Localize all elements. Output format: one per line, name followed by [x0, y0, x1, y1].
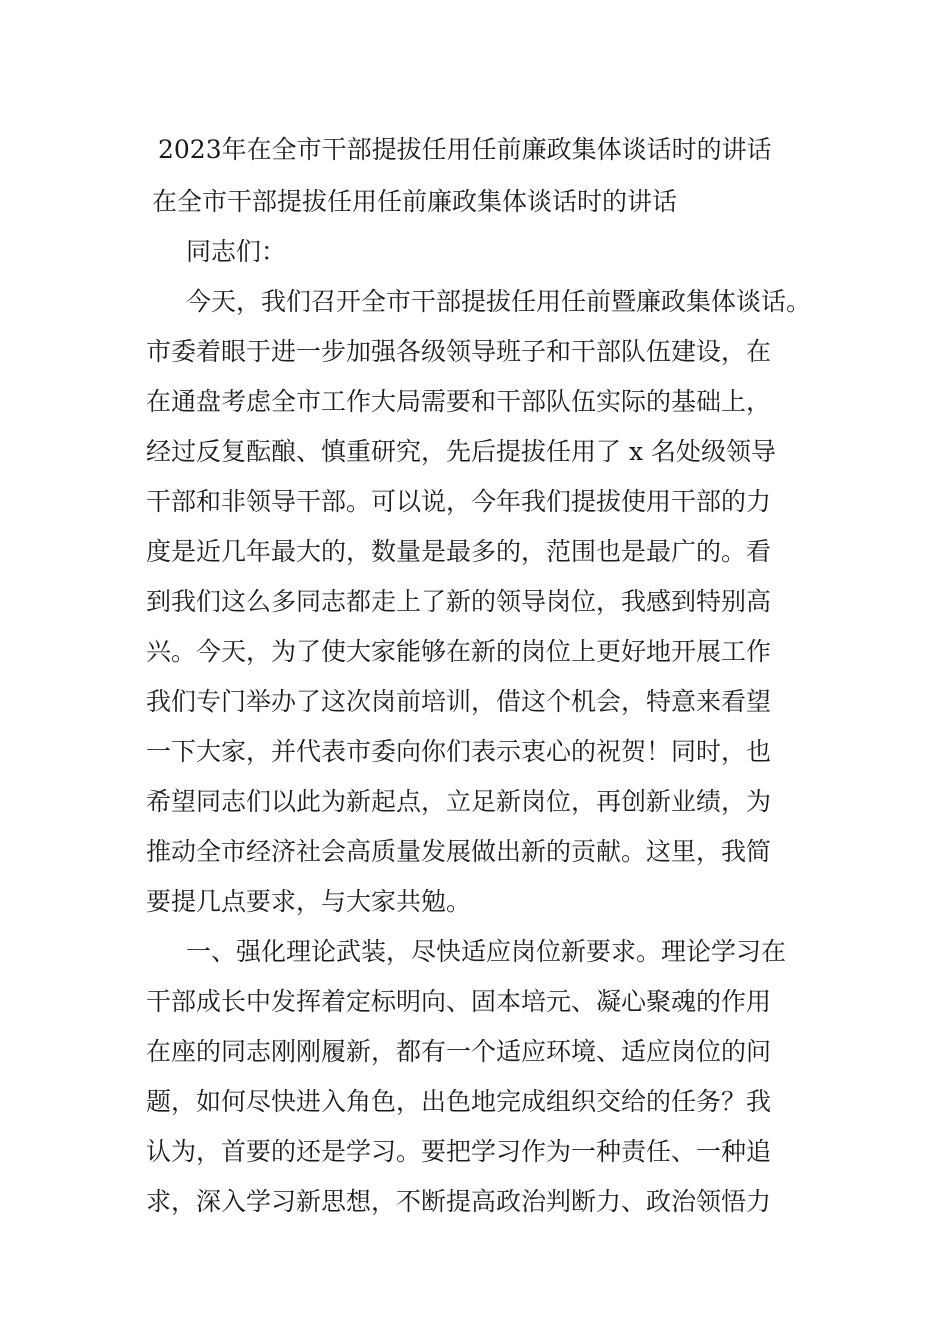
paragraph-line: 求，深入学习新思想，不断提高政治判断力、政治领悟力: [146, 1187, 772, 1216]
document-subtitle: 在全市干部提拔任用任前廉政集体谈话时的讲话: [152, 187, 678, 216]
paragraph-line: 市委着眼于进一步加强各级领导班子和干部队伍建设，在: [146, 337, 772, 366]
paragraph-line: 题，如何尽快进入角色，出色地完成组织交给的任务？我: [146, 1087, 772, 1116]
paragraph-line: 干部和非领导干部。可以说，今年我们提拔使用干部的力: [146, 487, 772, 516]
paragraph-line: 推动全市经济社会高质量发展做出新的贡献。这里，我简: [146, 837, 772, 866]
paragraph-line: 在座的同志刚刚履新，都有一个适应环境、适应岗位的问: [146, 1037, 772, 1066]
salutation: 同志们：: [186, 237, 287, 266]
paragraph-line: 到我们这么多同志都走上了新的领导岗位，我感到特别高: [146, 587, 772, 616]
paragraph-line: 度是近几年最大的，数量是最多的，范围也是最广的。看: [146, 537, 772, 566]
section-heading-line: 一、强化理论武装，尽快适应岗位新要求。理论学习在: [186, 937, 787, 966]
paragraph-line: 干部成长中发挥着定标明向、固本培元、凝心聚魂的作用: [146, 987, 772, 1016]
paragraph-line: 一下大家，并代表市委向你们表示衷心的祝贺！同时，也: [146, 737, 772, 766]
document-title: 2023年在全市干部提拔任用任前廉政集体谈话时的讲话: [158, 135, 772, 164]
paragraph-line: 要提几点要求，与大家共勉。: [146, 887, 472, 916]
paragraph-line: 我们专门举办了这次岗前培训，借这个机会，特意来看望: [146, 687, 772, 716]
paragraph-line: 今天，我们召开全市干部提拔任用任前暨廉政集体谈话。: [186, 287, 812, 316]
paragraph-line: 在通盘考虑全市工作大局需要和干部队伍实际的基础上，: [146, 387, 772, 416]
paragraph-line: 认为，首要的还是学习。要把学习作为一种责任、一种追: [146, 1137, 772, 1166]
paragraph-line: 经过反复酝酿、慎重研究，先后提拔任用了 x 名处级领导: [146, 437, 776, 466]
paragraph-line: 希望同志们以此为新起点，立足新岗位，再创新业绩，为: [146, 787, 772, 816]
paragraph-line: 兴。今天，为了使大家能够在新的岗位上更好地开展工作: [146, 637, 772, 666]
